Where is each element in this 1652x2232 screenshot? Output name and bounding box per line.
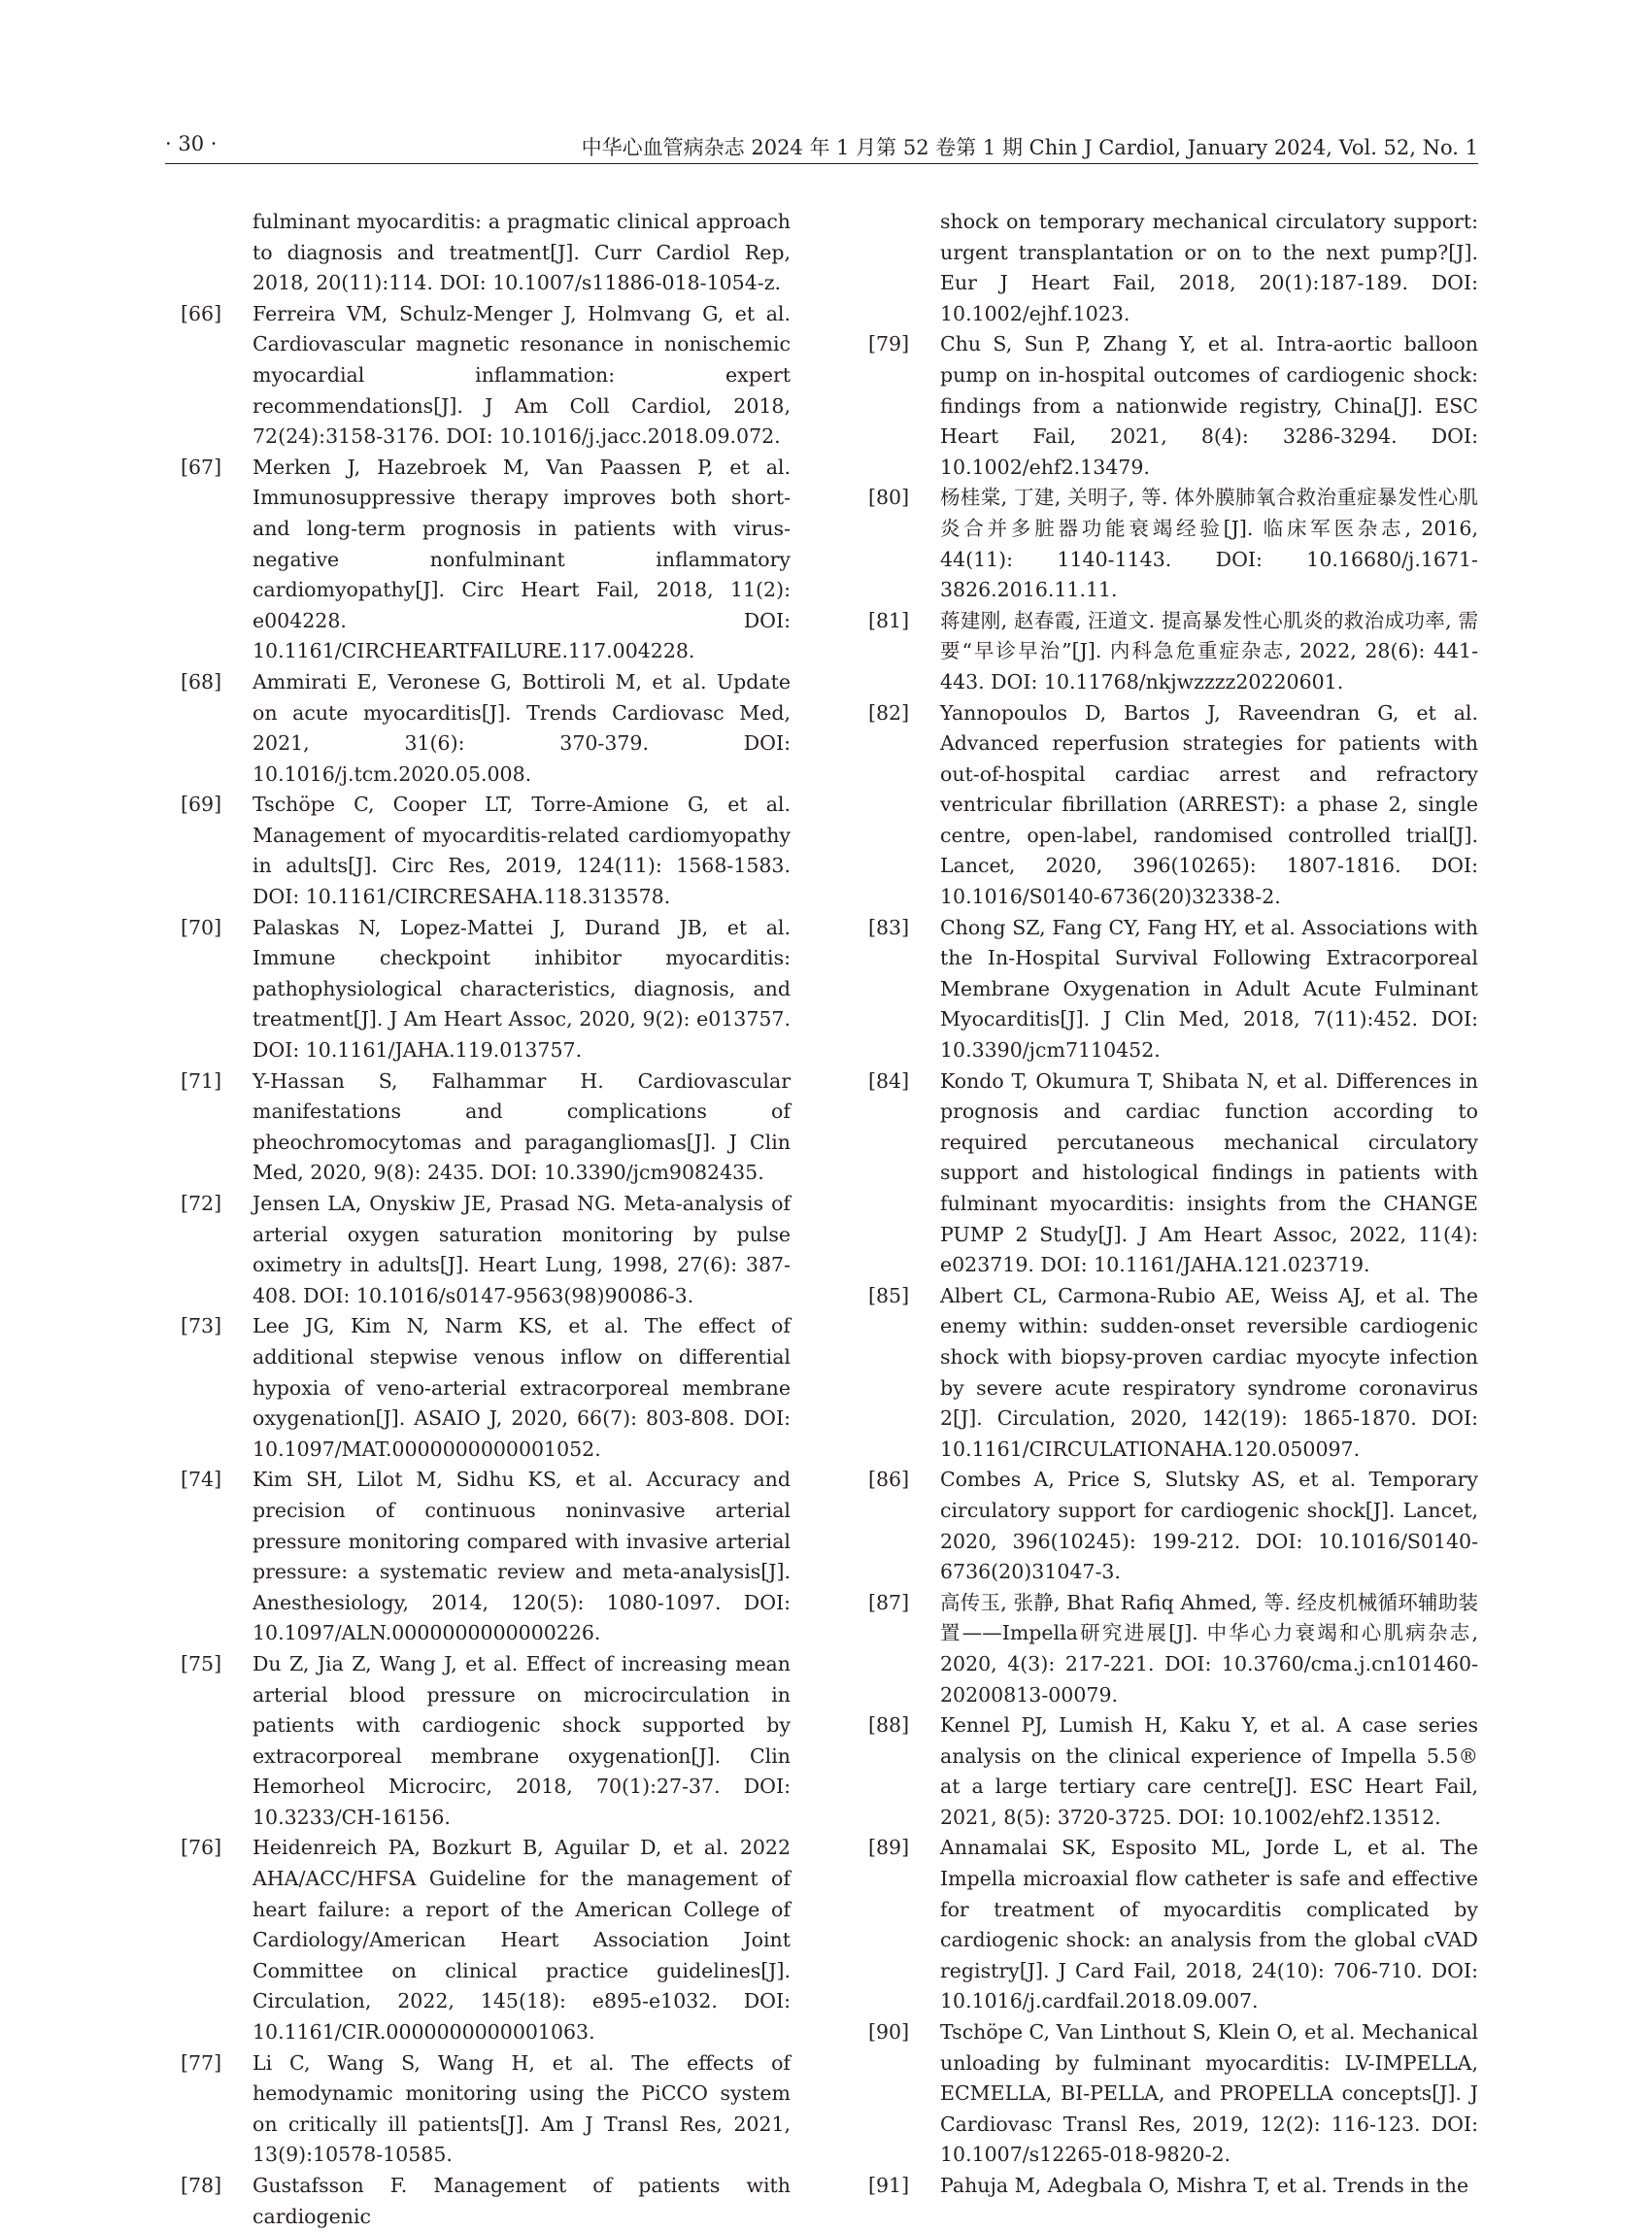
reference-text: Lee JG, Kim N, Narm KS, et al. The effect of additional stepwise venous inflow on differential hypoxia of veno-arterial extracorporeal membrane oxygenation[J]. ASAIO J, 2020, 66(7): 803-808. DOI: 10.1097/MAT.0000000000001052. — [253, 1314, 791, 1461]
reference-number: [71] — [181, 1068, 222, 1093]
reference-text: Chong SZ, Fang CY, Fang HY, et al. Associations with the In-Hospital Survival Following Extracorporeal Membrane Oxygenation in Adult Acute Fulminant Myocarditis[J]. J Clin Med, 2018, 7(11):452. DOI: 10.3390/jcm7110452. — [940, 915, 1478, 1063]
reference-text: shock on temporary mechanical circulatory support: urgent transplantation or on to the next pump?[J]. Eur J Heart Fail, 2018, 20(1):187-189. DOI: 10.1002/ejhf.1023. — [940, 210, 1478, 325]
reference-entry — [868, 207, 1478, 329]
reference-text: Ammirati E, Veronese G, Bottiroli M, et al. Update on acute myocarditis[J]. Trends Cardiovasc Med, 2021, 31(6): 370-379. DOI: 10.1016/j.tcm.2020.05.008. — [253, 669, 791, 786]
reference-entry — [868, 483, 1478, 605]
reference-number: [67] — [181, 455, 222, 479]
reference-number: [73] — [181, 1314, 222, 1338]
reference-entry — [181, 1066, 791, 1189]
reference-text: Du Z, Jia Z, Wang J, et al. Effect of increasing mean arterial blood pressure on microcirculation in patients with cardiogenic shock supported by extracorporeal membrane oxygenation[J]. Clin Hemorheol Microcirc, 2018, 70(1):27-37. DOI: 10.3233/CH-16156. — [253, 1651, 791, 1829]
reference-text: Tschöpe C, Cooper LT, Torre-Amione G, et al. Management of myocarditis-related cardiomyopathy in adults[J]. Circ Res, 2019, 124(11): 1568-1583. DOI: 10.1161/CIRCRESAHA.118.313578. — [253, 793, 791, 909]
reference-number: [69] — [181, 793, 222, 817]
reference-text: 高传玉, 张静, Bhat Rafiq Ahmed, 等. 经皮机械循环辅助装置——Impella研究进展[J]. 中华心力衰竭和心肌病杂志, 2020, 4(3): 217-221. DOI: 10.3760/cma.j.cn101460-20200813-00079. — [940, 1590, 1478, 1707]
reference-text: 杨桂棠, 丁建, 关明子, 等. 体外膜肺氧合救治重症暴发性心肌炎合并多脏器功能衰竭经验[J]. 临床军医杂志, 2016, 44(11): 1140-1143. DOI: 10.16680/j.1671-3826.2016.11.11. — [940, 486, 1478, 602]
reference-text: Yannopoulos D, Bartos J, Raveendran G, et al. Advanced reperfusion strategies for patients with out-of-hospital cardiac arrest and refractory ventricular fibrillation (ARREST): a phase 2, single centre, open-label, randomised controlled trial[J]. Lancet, 2020, 396(10265): 1807-1816. DOI: 10.1016/S0140-6736(20)32338-2. — [940, 700, 1478, 909]
reference-entry — [868, 1465, 1478, 1587]
reference-number: [88] — [868, 1713, 910, 1738]
reference-text: Heidenreich PA, Bozkurt B, Aguilar D, et al. 2022 AHA/ACC/HFSA Guideline for the management of heart failure: a report of the American College of Cardiology/American Heart Association Joint Committee on clinical practice guidelines[J]. Circulation, 2022, 145(18): e895-e1032. DOI: 10.1161/CIR.0000000000001063. — [253, 1836, 791, 2045]
reference-number: [77] — [181, 2050, 222, 2075]
reference-number: [68] — [181, 669, 222, 693]
reference-column-left — [181, 207, 791, 2232]
reference-number: [85] — [868, 1283, 910, 1307]
reference-entry — [181, 299, 791, 453]
reference-entry — [181, 1189, 791, 1311]
reference-number: [82] — [868, 700, 910, 725]
reference-number: [76] — [181, 1836, 222, 1860]
reference-entry — [181, 453, 791, 667]
reference-entry — [181, 1311, 791, 1465]
reference-text: Merken J, Hazebroek M, Van Paassen P, et al. Immunosuppressive therapy improves both short-and long-term prognosis in patients with virus-negative nonfulminant inflammatory cardiomyopathy[J]. Circ Heart Fail, 2018, 11(2): e004228. DOI: 10.1161/CIRCHEARTFAILURE.117.004228. — [253, 455, 791, 663]
reference-text: Kim SH, Lilot M, Sidhu KS, et al. Accuracy and precision of continuous noninvasive arterial pressure monitoring compared with invasive arterial pressure: a systematic review and meta-analysis[J]. Anesthesiology, 2014, 120(5): 1080-1097. DOI: 10.1097/ALN.0000000000000226. — [253, 1468, 791, 1645]
reference-column-right — [868, 207, 1478, 2202]
journal-citation: 中华心血管病杂志 2024 年 1 月第 52 卷第 1 期 Chin J Cardiol, January 2024, Vol. 52, No. 1 — [581, 136, 1478, 159]
reference-entry — [868, 606, 1478, 698]
reference-number: [91] — [868, 2174, 910, 2197]
reference-number: [90] — [868, 2020, 910, 2045]
reference-entry — [181, 207, 791, 299]
reference-entry — [868, 913, 1478, 1066]
reference-number: [80] — [868, 486, 910, 510]
reference-entry — [181, 667, 791, 790]
reference-text: Albert CL, Carmona-Rubio AE, Weiss AJ, et al. The enemy within: sudden-onset reversible cardiogenic shock with biopsy-proven cardiac myocyte infection by severe acute respiratory syndrome coronavirus 2[J]. Circulation, 2020, 142(19): 1865-1870. DOI: 10.1161/CIRCULATIONAHA.120.050097. — [940, 1283, 1478, 1461]
reference-entry — [868, 1710, 1478, 1833]
reference-entry — [181, 790, 791, 912]
reference-number: [72] — [181, 1192, 222, 1215]
reference-number: [66] — [181, 301, 222, 325]
reference-text: fulminant myocarditis: a pragmatic clinical approach to diagnosis and treatment[J]. Curr Cardiol Rep, 2018, 20(11):114. DOI: 10.1007/s11886-018-1054-z. — [253, 210, 791, 295]
reference-entry — [868, 1066, 1478, 1281]
reference-text: Palaskas N, Lopez-Mattei J, Durand JB, et al. Immune checkpoint inhibitor myocarditis: pathophysiological characteristics, diagnosis, and treatment[J]. J Am Heart Assoc, 2020, 9(2): e013757. DOI: 10.1161/JAHA.119.013757. — [253, 915, 791, 1063]
reference-number: [84] — [868, 1068, 910, 1093]
reference-entry — [868, 2017, 1478, 2171]
reference-number: [87] — [868, 1590, 910, 1614]
reference-number: [89] — [868, 1836, 910, 1860]
reference-number: [74] — [181, 1468, 222, 1492]
reference-text: Y-Hassan S, Falhammar H. Cardiovascular manifestations and complications of pheochromocytomas and paragangliomas[J]. J Clin Med, 2020, 9(8): 2435. DOI: 10.3390/jcm9082435. — [253, 1068, 791, 1185]
reference-text: Gustafsson F. Management of patients with cardiogenic — [253, 2174, 791, 2228]
page-number: · 30 · — [165, 132, 218, 155]
reference-text: Annamalai SK, Esposito ML, Jorde L, et al. The Impella microaxial flow catheter is safe and effective for treatment of myocarditis complicated by cardiogenic shock: an analysis from the global cVAD registry[J]. J Card Fail, 2018, 24(10): 706-710. DOI: 10.1016/j.cardfail.2018.09.007. — [940, 1836, 1478, 2013]
reference-text: 蒋建刚, 赵春霞, 汪道文. 提高暴发性心肌炎的救治成功率, 需要“早诊早治”[J]. 内科急危重症杂志, 2022, 28(6): 441-443. DOI: 10.11768/nkjwzzzz20220601. — [940, 608, 1478, 693]
reference-number: [79] — [868, 332, 910, 356]
reference-entry — [181, 1833, 791, 2047]
reference-text: Tschöpe C, Van Linthout S, Klein O, et al. Mechanical unloading by fulminant myocarditis: LV-IMPELLA, ECMELLA, BI-PELLA, and PROPELLA concepts[J]. J Cardiovasc Transl Res, 2019, 12(2): 116-123. DOI: 10.1007/s12265-018-9820-2. — [940, 2020, 1478, 2167]
reference-entry — [181, 2171, 791, 2232]
reference-entry — [181, 913, 791, 1066]
reference-entry — [868, 329, 1478, 483]
reference-number: [81] — [868, 608, 910, 632]
reference-text: Chu S, Sun P, Zhang Y, et al. Intra-aortic balloon pump on in-hospital outcomes of cardiogenic shock: findings from a nationwide registry, China[J]. ESC Heart Fail, 2021, 8(4): 3286-3294. DOI: 10.1002/ehf2.13479. — [940, 332, 1478, 479]
reference-entry — [868, 1588, 1478, 1710]
reference-number: [83] — [868, 915, 910, 939]
reference-entry — [868, 2171, 1478, 2202]
reference-entry — [181, 2048, 791, 2171]
reference-number: [86] — [868, 1468, 910, 1492]
reference-number: [75] — [181, 1651, 222, 1675]
reference-entry — [868, 1833, 1478, 2017]
reference-number: [70] — [181, 915, 222, 939]
reference-text: Kondo T, Okumura T, Shibata N, et al. Differences in prognosis and cardiac function according to required percutaneous mechanical circulatory support and histological findings in patients with fulminant myocarditis: insights from the CHANGE PUMP 2 Study[J]. J Am Heart Assoc, 2022, 11(4): e023719. DOI: 10.1161/JAHA.121.023719. — [940, 1068, 1478, 1277]
reference-text: Li C, Wang S, Wang H, et al. The effects of hemodynamic monitoring using the PiCCO system on critically ill patients[J]. Am J Transl Res, 2021, 13(9):10578-10585. — [253, 2050, 791, 2167]
reference-text: Combes A, Price S, Slutsky AS, et al. Temporary circulatory support for cardiogenic shock[J]. Lancet, 2020, 396(10245): 199-212. DOI: 10.1016/S0140-6736(20)31047-3. — [940, 1468, 1478, 1584]
reference-entry — [868, 1281, 1478, 1466]
reference-text: Pahuja M, Adegbala O, Mishra T, et al. Trends in the — [940, 2174, 1469, 2197]
reference-entry — [181, 1649, 791, 1834]
reference-text: Ferreira VM, Schulz-Menger J, Holmvang G, et al. Cardiovascular magnetic resonance in nonischemic myocardial inflammation: expert recommendations[J]. J Am Coll Cardiol, 2018, 72(24):3158-3176. DOI: 10.1016/j.jacc.2018.09.072. — [253, 301, 791, 449]
reference-text: Jensen LA, Onyskiw JE, Prasad NG. Meta-analysis of arterial oxygen saturation monitoring by pulse oximetry in adults[J]. Heart Lung, 1998, 27(6): 387-408. DOI: 10.1016/s0147-9563(98)90086-3. — [253, 1192, 791, 1307]
reference-entry — [181, 1465, 791, 1649]
reference-entry — [868, 698, 1478, 913]
reference-number: [78] — [181, 2174, 222, 2197]
reference-text: Kennel PJ, Lumish H, Kaku Y, et al. A case series analysis on the clinical experience of Impella 5.5® at a large tertiary care centre[J]. ESC Heart Fail, 2021, 8(5): 3720-3725. DOI: 10.1002/ehf2.13512. — [940, 1713, 1478, 1829]
running-header — [165, 132, 1478, 164]
